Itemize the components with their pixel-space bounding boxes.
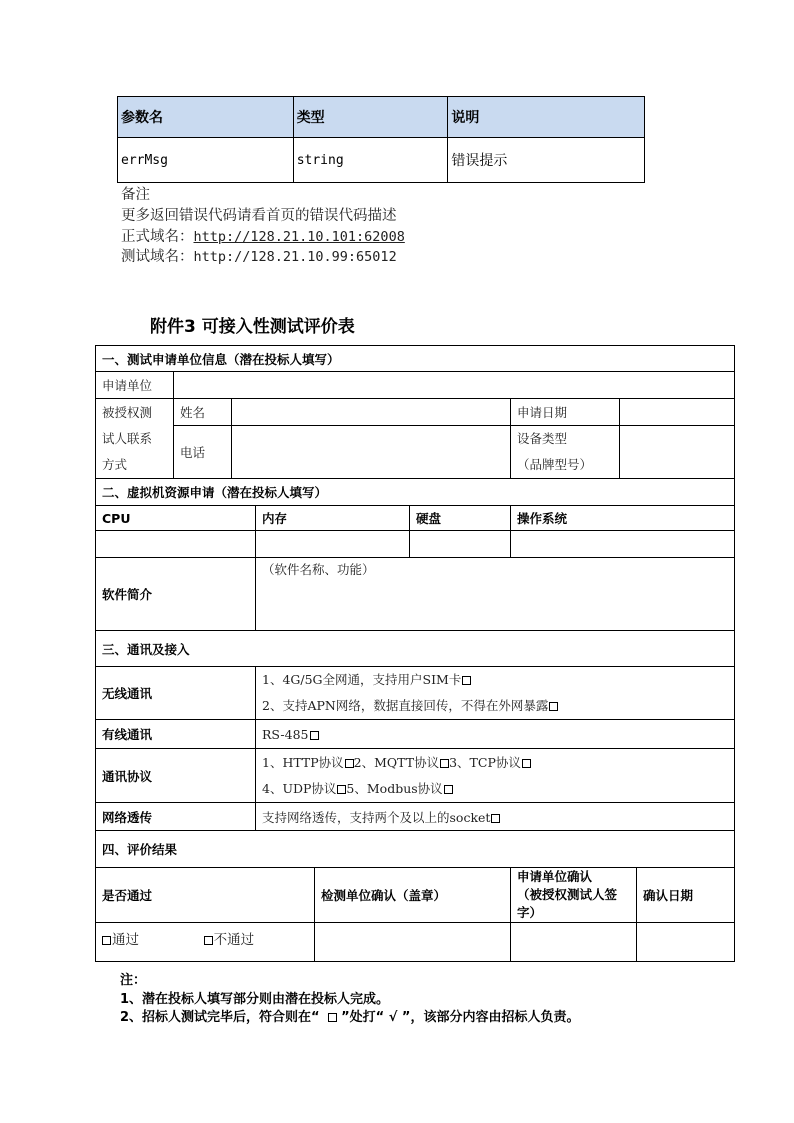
notes-line1: 更多返回错误代码请看首页的错误代码描述 xyxy=(121,208,397,224)
confirm-date-field[interactable] xyxy=(637,923,735,962)
footnote-line2-b: ”处打“ √ ”，该部分内容由招标人负责。 xyxy=(341,1010,580,1025)
section1-row xyxy=(96,346,735,372)
phone-field[interactable] xyxy=(232,426,511,479)
name-label: 姓名 xyxy=(174,399,232,426)
section3-row xyxy=(96,631,735,667)
test-unit-confirm-label: 检测单位确认（盖章） xyxy=(315,868,511,923)
contact-label-1: 被授权测 xyxy=(102,404,153,420)
footnote-line2-a: 2、招标人测试完毕后，符合则在“ xyxy=(120,1010,320,1025)
header-desc: 说明 xyxy=(448,97,645,138)
contact-row-2 xyxy=(96,426,735,479)
passthrough-row xyxy=(96,803,735,831)
header-param-name: 参数名 xyxy=(118,97,294,138)
wireless-label: 无线通讯 xyxy=(96,667,256,720)
protocol-tcp-label: 3、TCP协议 xyxy=(449,754,521,770)
wireless-row xyxy=(96,667,735,720)
protocol-label: 通讯协议 xyxy=(96,749,256,803)
section2-title: 二、虚拟机资源申请（潜在投标人填写） xyxy=(96,479,735,506)
protocol-line-2 xyxy=(262,776,728,802)
phone-label: 电话 xyxy=(174,426,232,479)
wireless-option-1-label: 1、4G/5G全网通，支持用户SIM卡 xyxy=(262,672,462,687)
wireless-option-2[interactable] xyxy=(262,693,728,719)
disk-field[interactable] xyxy=(410,531,511,558)
passthrough-label: 网络透传 xyxy=(96,803,256,831)
contact-row-1 xyxy=(96,399,735,426)
fail-label: 不通过 xyxy=(213,932,255,948)
prod-domain-link[interactable]: http://128.21.10.101:62008 xyxy=(193,229,405,245)
memory-label: 内存 xyxy=(256,506,410,531)
checkbox-icon[interactable] xyxy=(440,759,449,768)
checkbox-icon[interactable] xyxy=(491,814,500,823)
protocol-udp-label: 4、UDP协议 xyxy=(262,780,337,796)
confirm-date-label: 确认日期 xyxy=(637,868,735,923)
table-row xyxy=(118,138,645,183)
section1-title: 一、测试申请单位信息（潜在投标人填写） xyxy=(96,346,735,372)
software-intro-field[interactable] xyxy=(256,558,735,631)
resource-value-row xyxy=(96,531,735,558)
cell-desc: 错误提示 xyxy=(448,138,645,183)
applicant-unit-field[interactable] xyxy=(174,372,735,399)
pass-label: 通过 xyxy=(112,932,139,948)
protocol-http-label: 1、HTTP协议 xyxy=(262,754,344,770)
apply-date-label: 申请日期 xyxy=(511,399,620,426)
wired-row xyxy=(96,720,735,749)
wired-option-label: RS-485 xyxy=(262,726,309,742)
checkbox-icon[interactable] xyxy=(204,936,213,945)
contact-label xyxy=(96,399,174,479)
footnote-heading: 注： xyxy=(120,973,147,988)
evaluation-form xyxy=(95,345,735,962)
footnote-line1: 1、潜在投标人填写部分则由潜在投标人完成。 xyxy=(120,992,390,1007)
test-domain-label: 测试域名： xyxy=(121,249,194,265)
checkbox-icon[interactable] xyxy=(310,731,319,740)
name-field[interactable] xyxy=(232,399,511,426)
apply-unit-confirm-1: 申请单位确认 xyxy=(517,869,593,884)
result-header-row xyxy=(96,868,735,923)
checkbox-icon[interactable] xyxy=(462,676,471,685)
protocol-line-1 xyxy=(262,750,728,776)
param-table xyxy=(117,96,645,183)
checkbox-icon[interactable] xyxy=(444,785,453,794)
device-type-label-2: （品牌型号） xyxy=(517,457,593,472)
os-label: 操作系统 xyxy=(511,506,735,531)
protocol-row xyxy=(96,749,735,803)
section4-title: 四、评价结果 xyxy=(96,831,735,868)
section3-title: 三、通讯及接入 xyxy=(96,631,735,667)
test-unit-confirm-field[interactable] xyxy=(315,923,511,962)
wired-label: 有线通讯 xyxy=(96,720,256,749)
result-value-row xyxy=(96,923,735,962)
apply-unit-confirm-label xyxy=(511,868,637,923)
device-type-label xyxy=(511,426,620,479)
checkbox-icon[interactable] xyxy=(345,759,354,768)
applicant-row xyxy=(96,372,735,399)
passthrough-option-label: 支持网络透传，支持两个及以上的socket xyxy=(262,809,491,825)
wireless-option-2-label: 2、支持APN网络，数据直接回传，不得在外网暴露 xyxy=(262,698,549,713)
footnote-line2 xyxy=(120,1009,579,1027)
wireless-options xyxy=(256,667,735,720)
section2-row xyxy=(96,479,735,506)
cell-type: string xyxy=(293,138,448,183)
checkbox-icon[interactable] xyxy=(549,702,558,711)
protocol-options xyxy=(256,749,735,803)
section4-row xyxy=(96,831,735,868)
prod-domain-label: 正式域名： xyxy=(121,229,194,245)
fail-option[interactable] xyxy=(204,932,255,948)
checkbox-icon[interactable] xyxy=(522,759,531,768)
apply-unit-confirm-2: （被授权测试人签字） xyxy=(517,887,618,920)
memory-field[interactable] xyxy=(256,531,410,558)
software-row xyxy=(96,558,735,631)
pass-option[interactable] xyxy=(102,932,139,948)
disk-label: 硬盘 xyxy=(410,506,511,531)
applicant-unit-label: 申请单位 xyxy=(96,372,174,399)
device-type-label-1: 设备类型 xyxy=(517,431,568,446)
annex-title: 附件3 可接入性测试评价表 xyxy=(150,317,355,337)
protocol-mqtt-label: 2、MQTT协议 xyxy=(353,754,440,770)
resource-header-row xyxy=(96,506,735,531)
pass-question-label: 是否通过 xyxy=(96,868,315,923)
test-domain-url: http://128.21.10.99:65012 xyxy=(193,249,397,265)
checkbox-icon[interactable] xyxy=(102,936,111,945)
protocol-modbus-label: 5、Modbus协议 xyxy=(346,780,443,796)
passthrough-option[interactable] xyxy=(256,803,735,831)
software-intro-label: 软件简介 xyxy=(96,558,256,631)
prod-domain-line xyxy=(121,227,405,247)
contact-label-3: 方式 xyxy=(102,456,128,472)
checkbox-icon xyxy=(328,1013,337,1022)
cell-param-name: errMsg xyxy=(118,138,294,183)
software-hint: （软件名称、功能） xyxy=(262,562,375,577)
wired-option[interactable] xyxy=(256,720,735,749)
header-type: 类型 xyxy=(293,97,448,138)
cpu-label: CPU xyxy=(96,506,256,531)
cpu-field[interactable] xyxy=(96,531,256,558)
table-header-row xyxy=(118,97,645,138)
notes-heading: 备注 xyxy=(121,187,150,203)
device-type-field[interactable] xyxy=(620,426,735,479)
wireless-option-1[interactable] xyxy=(262,667,728,693)
test-domain-line xyxy=(121,247,397,267)
contact-label-2: 试人联系 xyxy=(102,430,153,446)
apply-unit-confirm-field[interactable] xyxy=(511,923,637,962)
apply-date-field[interactable] xyxy=(620,399,735,426)
pass-options xyxy=(96,923,315,962)
os-field[interactable] xyxy=(511,531,735,558)
